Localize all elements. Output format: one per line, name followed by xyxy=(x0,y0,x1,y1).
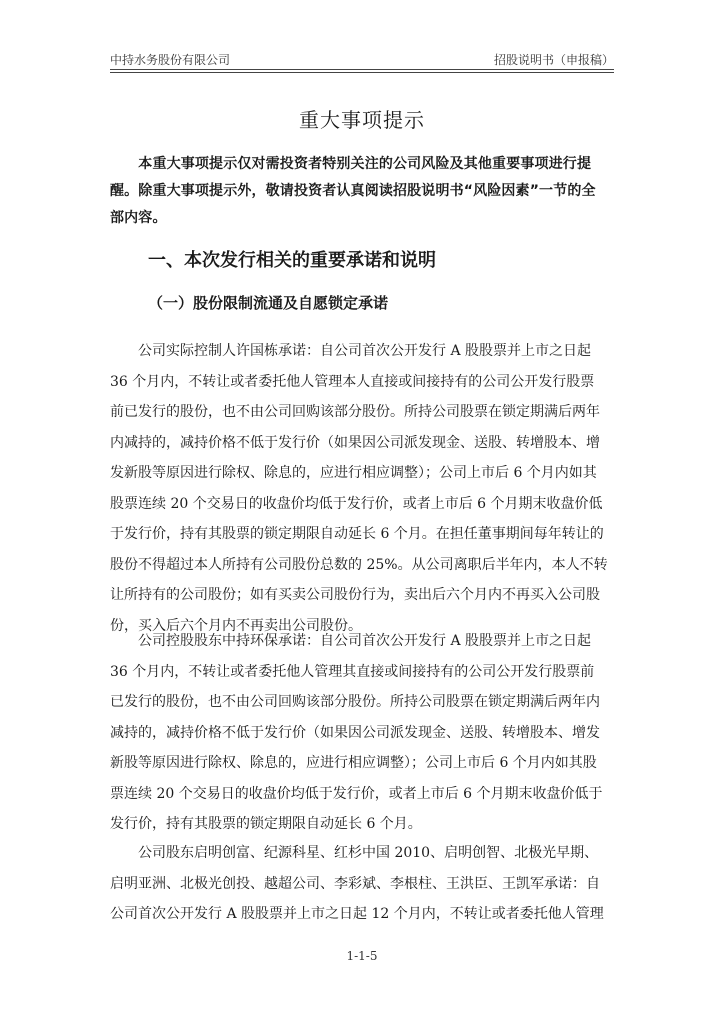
text-line: 前已发行的股份，也不由公司回购该部分股份。所持公司股票在锁定期满后两年 xyxy=(110,404,600,420)
page-title: 重大事项提示 xyxy=(299,108,425,132)
text-line: 36 个月内，不转让或者委托他人管理本人直接或间接持有的公司公开发行股票 xyxy=(110,373,595,390)
section-heading: 一、本次发行相关的重要承诺和说明 xyxy=(148,250,436,271)
text-line: 36 个月内，不转让或者委托他人管理其直接或间接持有的公司公开发行股票前 xyxy=(110,663,595,680)
page-number: 1-1-5 xyxy=(346,949,378,963)
header-divider xyxy=(110,72,614,73)
intro-paragraph xyxy=(110,151,617,232)
paragraph-actual-controller xyxy=(110,336,620,641)
text-line: 新股等原因进行除权、除息的，应进行相应调整）；公司上市后 6 个月内如其股 xyxy=(110,755,597,771)
text-line: 已发行的股份，也不由公司回购该部分股份。所持公司股票在锁定期满后两年内 xyxy=(110,694,600,710)
text-line: 股票连续 20 个交易日的收盘价均低于发行价，或者上市后 6 个月期末收盘价低 xyxy=(110,495,603,512)
text-line: 让所持有的公司股份；如有买卖公司股份行为，卖出后六个月内不再买入公司股 xyxy=(110,587,600,603)
paragraph-controlling-shareholder xyxy=(110,626,620,840)
text-line: 公司实际控制人许国栋承诺：自公司首次公开发行 A 股股票并上市之日起 xyxy=(110,343,592,359)
text-line: 股份不得超过本人所持有公司股份总数的 25%。从公司离职后半年内，本人不转 xyxy=(110,556,608,573)
subsection-heading: （一）股份限制流通及自愿锁定承诺 xyxy=(148,294,389,312)
text-line: 份，买入后六个月内不再卖出公司股份。 xyxy=(110,617,362,634)
text-line: 票连续 20 个交易日的收盘价均低于发行价，或者上市后 6 个月期末收盘价低于 xyxy=(110,785,603,802)
text-line: 发行价，持有其股票的锁定期限自动延长 6 个月。 xyxy=(110,816,422,832)
page-header xyxy=(110,51,614,70)
text-line: 公司首次公开发行 A 股股票并上市之日起 12 个月内，不转让或者委托他人管理 xyxy=(110,906,604,922)
text-line: 启明亚洲、北极光创投、越超公司、李彩斌、李根柱、王洪臣、王凯军承诺：自 xyxy=(110,875,600,892)
header-document-type: 招股说明书（申报稿） xyxy=(493,53,614,67)
text-line: 公司股东启明创富、纪源科星、红杉中国 2010、启明创智、北极光早期、 xyxy=(110,845,599,861)
header-company-name: 中持水务股份有限公司 xyxy=(110,53,231,67)
text-line: 内减持的，减持价格不低于发行价（如果因公司派发现金、送股、转增股本、增 xyxy=(110,434,600,451)
paragraph-other-shareholders xyxy=(110,838,620,930)
text-line: 公司控股股东中持环保承诺：自公司首次公开发行 A 股股票并上市之日起 xyxy=(110,633,592,649)
intro-line: 部内容。 xyxy=(110,210,167,226)
intro-line: 醒。除重大事项提示外，敬请投资者认真阅读招股说明书“风险因素”一节的全 xyxy=(110,183,596,199)
text-line: 减持的，减持价格不低于发行价（如果因公司派发现金、送股、转增股本、增发 xyxy=(110,724,600,741)
intro-line: 本重大事项提示仅对需投资者特别关注的公司风险及其他重要事项进行提 xyxy=(110,156,592,172)
text-line: 发新股等原因进行除权、除息的，应进行相应调整）；公司上市后 6 个月内如其 xyxy=(110,465,597,481)
text-line: 于发行价，持有其股票的锁定期限自动延长 6 个月。在担任董事期间每年转让的 xyxy=(110,526,604,542)
